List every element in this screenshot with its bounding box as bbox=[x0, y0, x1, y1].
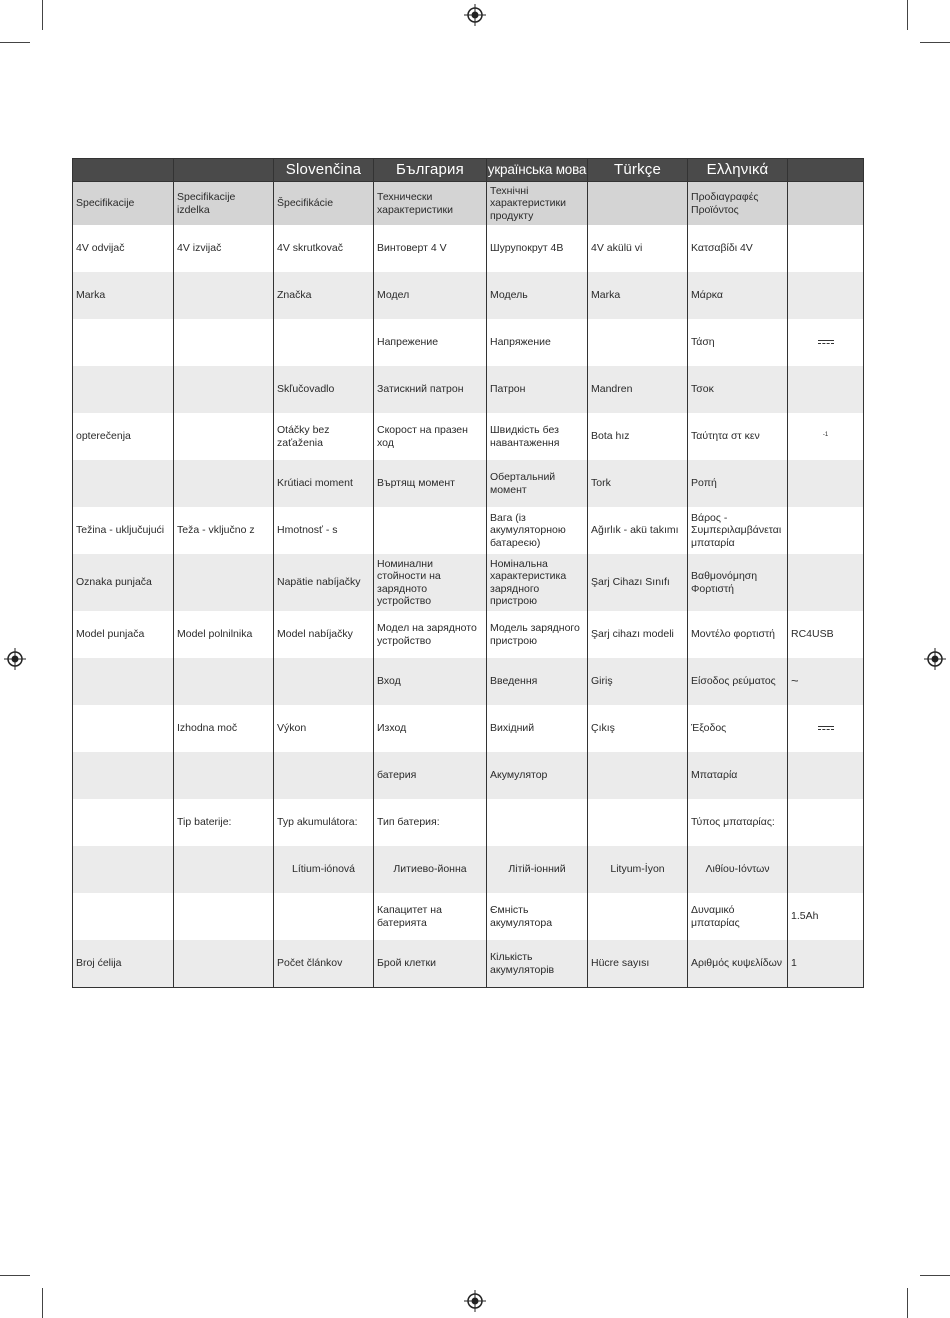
spec-cell bbox=[73, 705, 174, 752]
spec-row bbox=[73, 507, 864, 554]
spec-row bbox=[73, 225, 864, 272]
spec-cell: Broj ćelija bbox=[73, 940, 174, 988]
spec-cell: Βάρος - Συμπεριλαμβάνεται μπαταρία bbox=[688, 507, 788, 554]
language-header-cell: українська мова bbox=[487, 159, 588, 182]
spec-cell bbox=[788, 658, 864, 705]
spec-cell: Είσοδος ρεύματος bbox=[688, 658, 788, 705]
spec-cell bbox=[174, 846, 274, 893]
spec-cell bbox=[588, 752, 688, 799]
spec-cell: Ροπή bbox=[688, 460, 788, 507]
spec-cell: Напрежение bbox=[374, 319, 487, 366]
spec-row bbox=[73, 413, 864, 460]
spec-cell: Bota hız bbox=[588, 413, 688, 460]
spec-cell bbox=[73, 366, 174, 413]
spec-cell: Giriş bbox=[588, 658, 688, 705]
spec-cell: Počet článkov bbox=[274, 940, 374, 988]
spec-cell: 4V skrutkovač bbox=[274, 225, 374, 272]
spec-cell: Модел bbox=[374, 272, 487, 319]
spec-cell bbox=[174, 272, 274, 319]
crop-mark bbox=[907, 1288, 908, 1318]
crop-mark bbox=[0, 42, 30, 43]
registration-mark-icon bbox=[4, 648, 26, 670]
spec-cell: Ağırlık - akü takımı bbox=[588, 507, 688, 554]
spec-cell: Патрон bbox=[487, 366, 588, 413]
spec-cell bbox=[174, 554, 274, 611]
spec-row bbox=[73, 893, 864, 940]
spec-cell: Введення bbox=[487, 658, 588, 705]
spec-cell: Изход bbox=[374, 705, 487, 752]
spec-cell bbox=[73, 799, 174, 846]
spec-cell: Брой клетки bbox=[374, 940, 487, 988]
spec-cell: Обертальний момент bbox=[487, 460, 588, 507]
spec-cell bbox=[174, 658, 274, 705]
crop-mark bbox=[42, 1288, 43, 1318]
spec-cell bbox=[374, 507, 487, 554]
spec-cell bbox=[788, 705, 864, 752]
spec-cell: Hücre sayısı bbox=[588, 940, 688, 988]
spec-cell bbox=[274, 658, 374, 705]
spec-cell: Marka bbox=[588, 272, 688, 319]
spec-row bbox=[73, 611, 864, 658]
spec-cell bbox=[174, 319, 274, 366]
spec-cell bbox=[73, 752, 174, 799]
dc-symbol-icon bbox=[818, 340, 834, 345]
spec-row bbox=[73, 705, 864, 752]
spec-cell bbox=[174, 940, 274, 988]
spec-cell: RC4USB bbox=[788, 611, 864, 658]
spec-cell bbox=[588, 182, 688, 226]
spec-cell: Тип батерия: bbox=[374, 799, 487, 846]
spec-cell bbox=[788, 554, 864, 611]
spec-cell bbox=[174, 893, 274, 940]
spec-cell: Tip baterije: bbox=[174, 799, 274, 846]
spec-cell: Μάρκα bbox=[688, 272, 788, 319]
spec-cell: 4V akülü vi bbox=[588, 225, 688, 272]
spec-cell: Вход bbox=[374, 658, 487, 705]
spec-cell bbox=[487, 799, 588, 846]
spec-cell: Težina - uključujući bbox=[73, 507, 174, 554]
spec-cell bbox=[174, 366, 274, 413]
spec-cell bbox=[788, 182, 864, 226]
language-header-cell bbox=[174, 159, 274, 182]
spec-cell: 4V izvijač bbox=[174, 225, 274, 272]
spec-cell: Marka bbox=[73, 272, 174, 319]
spec-row bbox=[73, 846, 864, 893]
spec-cell: Specifikacije bbox=[73, 182, 174, 226]
spec-cell: батерия bbox=[374, 752, 487, 799]
spec-cell: Teža - vključno z bbox=[174, 507, 274, 554]
spec-cell: Αριθμός κυψελίδων bbox=[688, 940, 788, 988]
spec-cell bbox=[274, 893, 374, 940]
spec-cell bbox=[174, 413, 274, 460]
spec-cell bbox=[788, 319, 864, 366]
crop-mark bbox=[0, 1275, 30, 1276]
spec-cell bbox=[274, 752, 374, 799]
spec-cell bbox=[788, 272, 864, 319]
spec-row bbox=[73, 460, 864, 507]
spec-cell: Lítium-iónová bbox=[274, 846, 374, 893]
spec-cell: Výkon bbox=[274, 705, 374, 752]
spec-cell: Špecifikácie bbox=[274, 182, 374, 226]
spec-cell: Технічні характеристики продукту bbox=[487, 182, 588, 226]
spec-cell: Кількість акумуляторів bbox=[487, 940, 588, 988]
spec-cell: Şarj cihazı modeli bbox=[588, 611, 688, 658]
language-header-cell: Slovenčina bbox=[274, 159, 374, 182]
spec-cell: Model punjača bbox=[73, 611, 174, 658]
spec-cell: Typ akumulátora: bbox=[274, 799, 374, 846]
ac-symbol-icon: ~ bbox=[791, 672, 799, 688]
spec-cell: Вихідний bbox=[487, 705, 588, 752]
spec-cell: Izhodna moč bbox=[174, 705, 274, 752]
spec-cell: Литиево-йонна bbox=[374, 846, 487, 893]
spec-cell: Skľučovadlo bbox=[274, 366, 374, 413]
spec-row bbox=[73, 366, 864, 413]
spec-row bbox=[73, 940, 864, 988]
spec-cell bbox=[788, 507, 864, 554]
spec-cell: Προδιαγραφές Προϊόντος bbox=[688, 182, 788, 226]
spec-cell: Літій-іонний bbox=[487, 846, 588, 893]
language-header-cell: България bbox=[374, 159, 487, 182]
spec-cell: Mandren bbox=[588, 366, 688, 413]
spec-cell: Затискний патрон bbox=[374, 366, 487, 413]
spec-cell: Номінальна характеристика зарядного пристрою bbox=[487, 554, 588, 611]
spec-cell: Ємність акумулятора bbox=[487, 893, 588, 940]
language-header-cell: Türkçe bbox=[588, 159, 688, 182]
spec-cell: Технически характеристики bbox=[374, 182, 487, 226]
language-header-cell bbox=[73, 159, 174, 182]
spec-row bbox=[73, 752, 864, 799]
spec-cell: Τύπος μπαταρίας: bbox=[688, 799, 788, 846]
spec-cell: Δυναμικό μπαταρίας bbox=[688, 893, 788, 940]
spec-cell bbox=[73, 846, 174, 893]
spec-cell: Model polnilnika bbox=[174, 611, 274, 658]
spec-cell: Модель bbox=[487, 272, 588, 319]
spec-cell: Lityum-İyon bbox=[588, 846, 688, 893]
crop-mark bbox=[42, 0, 43, 30]
spec-cell: Капацитет на батерията bbox=[374, 893, 487, 940]
spec-cell: Модель зарядного пристрою bbox=[487, 611, 588, 658]
spec-cell bbox=[788, 225, 864, 272]
speed-unit-label: -1 bbox=[822, 432, 829, 438]
crop-mark bbox=[907, 0, 908, 30]
spec-cell bbox=[788, 846, 864, 893]
spec-cell: Напряжение bbox=[487, 319, 588, 366]
spec-cell: Značka bbox=[274, 272, 374, 319]
spec-cell bbox=[788, 366, 864, 413]
spec-cell: Вага (із акумуляторною батареєю) bbox=[487, 507, 588, 554]
spec-cell bbox=[788, 460, 864, 507]
spec-cell: Λιθίου-Ιόντων bbox=[688, 846, 788, 893]
crop-mark bbox=[920, 42, 950, 43]
spec-row bbox=[73, 554, 864, 611]
spec-cell: Κατσαβίδι 4V bbox=[688, 225, 788, 272]
registration-mark-icon bbox=[464, 1290, 486, 1312]
spec-cell: Въртящ момент bbox=[374, 460, 487, 507]
spec-cell: Модел на зарядното устройство bbox=[374, 611, 487, 658]
spec-cell bbox=[73, 460, 174, 507]
language-header-cell bbox=[788, 159, 864, 182]
spec-cell: Номинални стойности на зарядното устройство bbox=[374, 554, 487, 611]
spec-cell: Hmotnosť - s bbox=[274, 507, 374, 554]
spec-cell bbox=[588, 799, 688, 846]
spec-cell bbox=[788, 799, 864, 846]
spec-cell bbox=[274, 319, 374, 366]
spec-cell: Τσοκ bbox=[688, 366, 788, 413]
spec-cell bbox=[588, 893, 688, 940]
spec-cell bbox=[73, 658, 174, 705]
spec-cell: Τάση bbox=[688, 319, 788, 366]
spec-cell bbox=[73, 319, 174, 366]
spec-row bbox=[73, 799, 864, 846]
spec-cell: Έξοδος bbox=[688, 705, 788, 752]
spec-cell: Model nabíjačky bbox=[274, 611, 374, 658]
spec-cell bbox=[174, 752, 274, 799]
spec-cell: Μοντέλο φορτιστή bbox=[688, 611, 788, 658]
spec-cell: Napätie nabíjačky bbox=[274, 554, 374, 611]
spec-cell: Krútiaci moment bbox=[274, 460, 374, 507]
spec-cell: opterečenja bbox=[73, 413, 174, 460]
spec-cell: Şarj Cihazı Sınıfı bbox=[588, 554, 688, 611]
registration-mark-icon bbox=[464, 4, 486, 26]
spec-cell bbox=[588, 319, 688, 366]
spec-cell: Акумулятор bbox=[487, 752, 588, 799]
spec-cell: Specifikacije izdelka bbox=[174, 182, 274, 226]
spec-cell: Otáčky bez zaťaženia bbox=[274, 413, 374, 460]
spec-cell: Tork bbox=[588, 460, 688, 507]
spec-cell: Oznaka punjača bbox=[73, 554, 174, 611]
spec-cell: Шурупокрут 4В bbox=[487, 225, 588, 272]
dc-symbol-icon bbox=[818, 726, 834, 731]
specification-table-body bbox=[73, 159, 864, 988]
spec-cell: Скорост на празен ход bbox=[374, 413, 487, 460]
language-header-cell: Ελληνικά bbox=[688, 159, 788, 182]
spec-cell: Швидкість без навантаження bbox=[487, 413, 588, 460]
specification-table bbox=[72, 158, 864, 988]
spec-row bbox=[73, 319, 864, 366]
spec-row bbox=[73, 272, 864, 319]
spec-cell: 1 bbox=[788, 940, 864, 988]
spec-cell: 1.5Ah bbox=[788, 893, 864, 940]
spec-cell: Винтоверт 4 V bbox=[374, 225, 487, 272]
registration-mark-icon bbox=[924, 648, 946, 670]
spec-cell bbox=[174, 460, 274, 507]
spec-cell: 4V odvijač bbox=[73, 225, 174, 272]
spec-cell: Μπαταρία bbox=[688, 752, 788, 799]
spec-cell bbox=[788, 752, 864, 799]
subheader-row bbox=[73, 182, 864, 226]
spec-row bbox=[73, 658, 864, 705]
spec-cell: Çıkış bbox=[588, 705, 688, 752]
spec-cell bbox=[788, 413, 864, 460]
spec-cell: Ταύτητα στ κεν bbox=[688, 413, 788, 460]
spec-cell: Βαθμονόμηση Φορτιστή bbox=[688, 554, 788, 611]
crop-mark bbox=[920, 1275, 950, 1276]
spec-cell bbox=[73, 893, 174, 940]
language-header-row bbox=[73, 159, 864, 182]
